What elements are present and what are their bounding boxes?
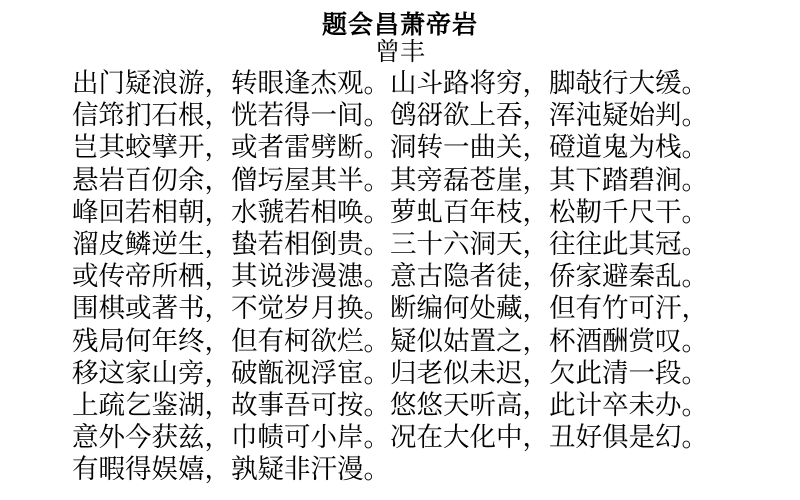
- poem-line-8: 围棋或著书，不觉岁月换。断编何处藏，但有竹可汗，: [72, 293, 708, 325]
- poem-line-4: 悬岩百仞余，僧圬屋其半。其旁磊苍崖，其下踏碧涧。: [72, 164, 708, 196]
- poem-title: 题会昌萧帝岩: [321, 10, 478, 39]
- poem-line-3: 岂其蛟擘开，或者雷劈断。洞转一曲关，磴道鬼为栈。: [72, 132, 708, 164]
- poem-line-7: 或传帝所栖，其说涉漫漶。意古隐者徒，侨家避秦乱。: [72, 261, 708, 293]
- poem-author: 曾丰: [374, 37, 425, 66]
- poem-line-2: 信筇扪石根，恍若得一间。鸧谺欲上吞，浑沌疑始判。: [72, 100, 708, 132]
- poem-line-10: 移这家山旁，破甑视浮宦。归老似未迟，欠此清一段。: [72, 357, 708, 389]
- poem-body: [72, 68, 792, 487]
- poem-line-1: 出门疑浪游，转眼逢杰观。山斗路将穷，脚敧行大缓。: [72, 68, 708, 99]
- poem-line-13: 有暇得娱嬉，孰疑非汗漫。: [72, 454, 390, 486]
- poem-document: [0, 12, 800, 68]
- poem-line-9: 残局何年终，但有柯欲烂。疑似姑置之，杯酒酬赏叹。: [72, 325, 708, 357]
- poem-line-5: 峰回若相朝，水虢若相唤。萝虬百年枝，松靭千尺干。: [72, 196, 708, 228]
- poem-line-12: 意外今获兹，巾帻可小岸。况在大化中，丑好俱是幻。: [72, 422, 708, 454]
- poem-line-6: 溜皮鳞逆生，蛰若相倒贵。三十六洞天，往往此其冠。: [72, 229, 708, 261]
- poem-line-11: 上疏乞鉴湖，故事吾可按。悠悠天听高，此计卒未办。: [72, 390, 708, 422]
